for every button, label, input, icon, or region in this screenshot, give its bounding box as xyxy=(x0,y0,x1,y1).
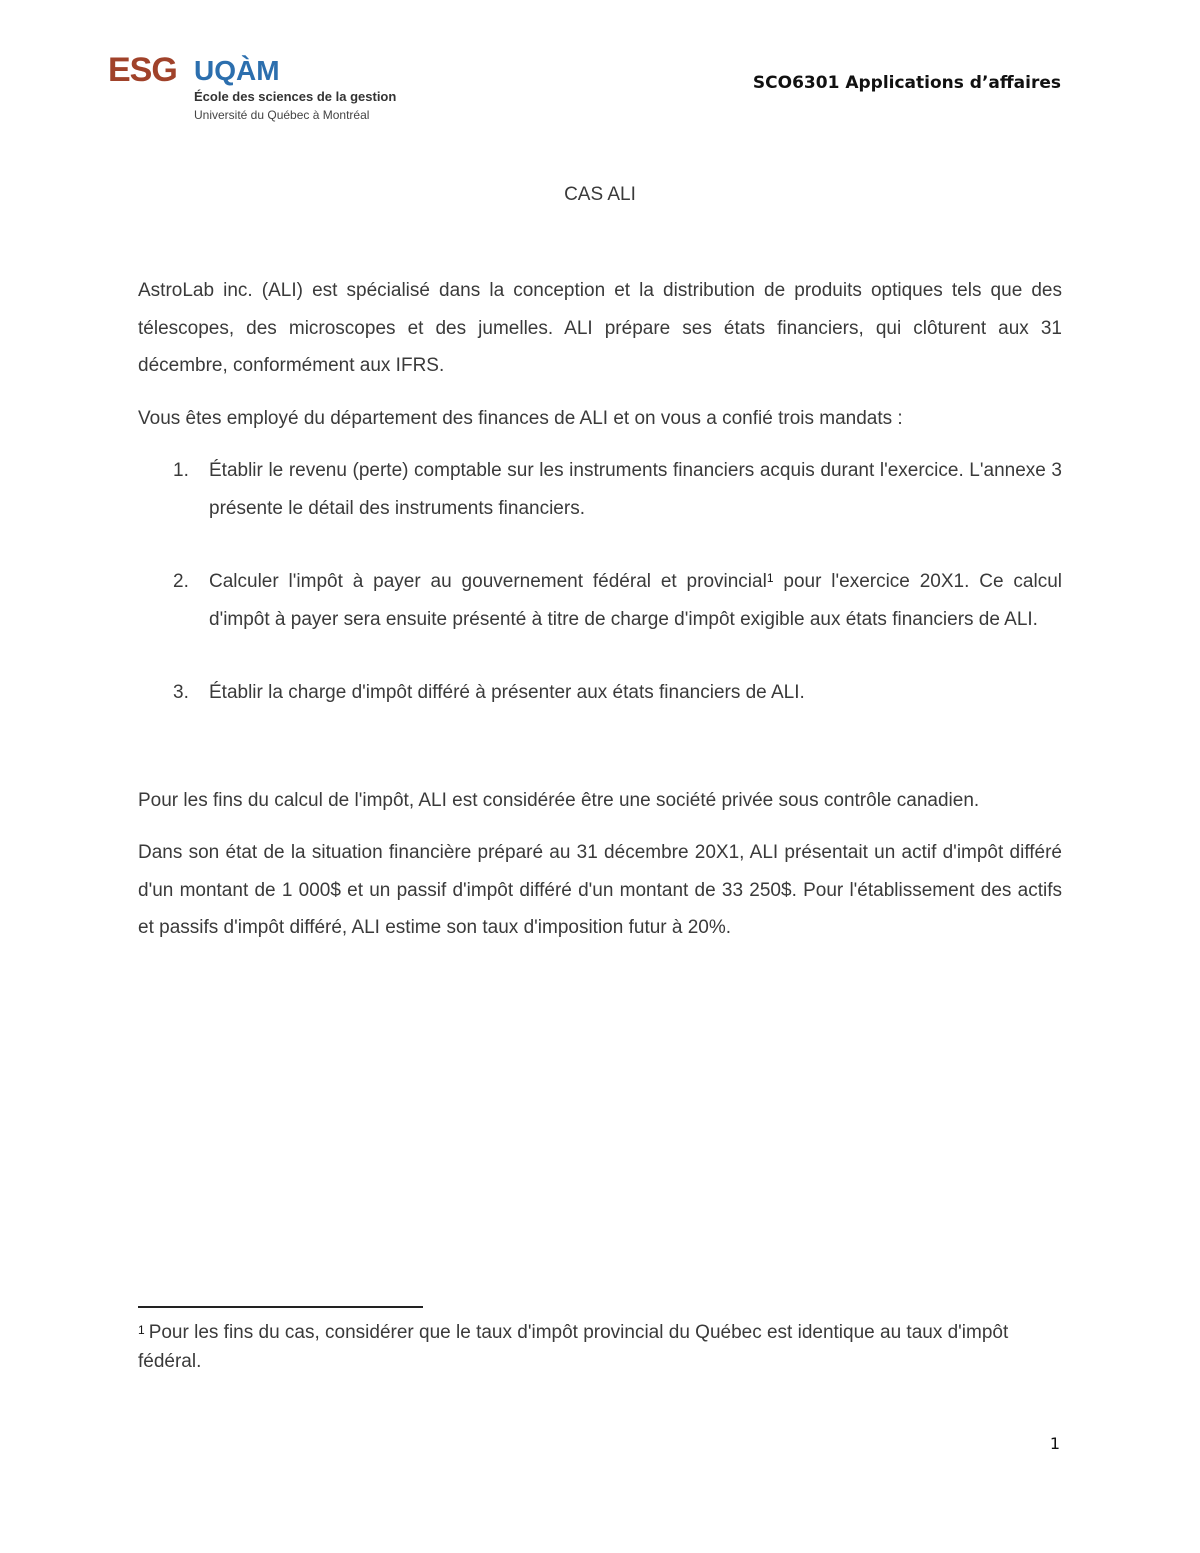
list-item-text-before: Calculer l'impôt à payer au gouvernement fédéral et provincial xyxy=(209,571,767,592)
list-item-text: Établir le revenu (perte) comptable sur les instruments financiers acquis durant l'exercice. L'annexe 3 présente le détail des instruments financiers. xyxy=(209,460,1062,519)
tax-context-paragraph: Pour les fins du calcul de l'impôt, ALI est considérée être une société privée sous contrôle canadien. xyxy=(138,789,980,811)
footnote-mark: 1 xyxy=(138,1323,145,1337)
list-item xyxy=(138,563,1062,638)
logo-university-name: Université du Québec à Montréal xyxy=(194,108,370,122)
logo-school-name: École des sciences de la gestion xyxy=(194,89,397,104)
footnote xyxy=(138,1318,1062,1376)
course-header: SCO6301 Applications d’affaires xyxy=(752,73,1061,93)
deferred-tax-paragraph: Dans son état de la situation financière préparé au 31 décembre 20X1, ALI présentait un actif d'impôt différé d'un montant de 1 000$ et un passif d'impôt différé d'un montant de 33 250$. Pour l'établissement des actifs et passifs d'impôt différé, ALI estime son taux d'imposition futur à 20%. xyxy=(138,842,1062,938)
esg-uqam-logo xyxy=(108,52,408,127)
intro-paragraph: AstroLab inc. (ALI) est spécialisé dans la conception et la distribution de produits optiques tels que des télescopes, des microscopes et des jumelles. ALI prépare ses états financiers, qui clôturent aux 31 décembre, conformément aux IFRS. xyxy=(138,280,1062,376)
document-body xyxy=(138,272,1062,962)
footnote-text: Pour les fins du cas, considérer que le taux d'impôt provincial du Québec est identique au taux d'impôt fédéral. xyxy=(138,1322,1009,1372)
list-item xyxy=(138,452,1062,527)
list-item-number: 2. xyxy=(173,571,189,592)
list-item-number: 1. xyxy=(173,460,189,481)
mandates-list xyxy=(138,452,1062,712)
logo-esg-text: ESG xyxy=(108,51,177,89)
list-item-text-after: pour l'exercice 20X1. Ce calcul d'impôt à payer sera ensuite présenté à titre de charge d'impôt exigible aux états financiers de ALI. xyxy=(209,571,1062,630)
mandates-intro-paragraph: Vous êtes employé du département des finances de ALI et on vous a confié trois mandats : xyxy=(138,407,903,429)
footnote-separator xyxy=(138,1306,423,1308)
page-number: 1 xyxy=(1049,1434,1060,1453)
list-item xyxy=(138,674,1062,712)
footnote-reference[interactable]: 1 xyxy=(766,571,774,585)
logo-uqam-text: UQÀM xyxy=(194,55,280,86)
page-title: CAS ALI xyxy=(564,184,636,205)
list-item-text: Établir la charge d'impôt différé à présenter aux états financiers de ALI. xyxy=(209,682,805,703)
list-item-number: 3. xyxy=(173,682,189,703)
